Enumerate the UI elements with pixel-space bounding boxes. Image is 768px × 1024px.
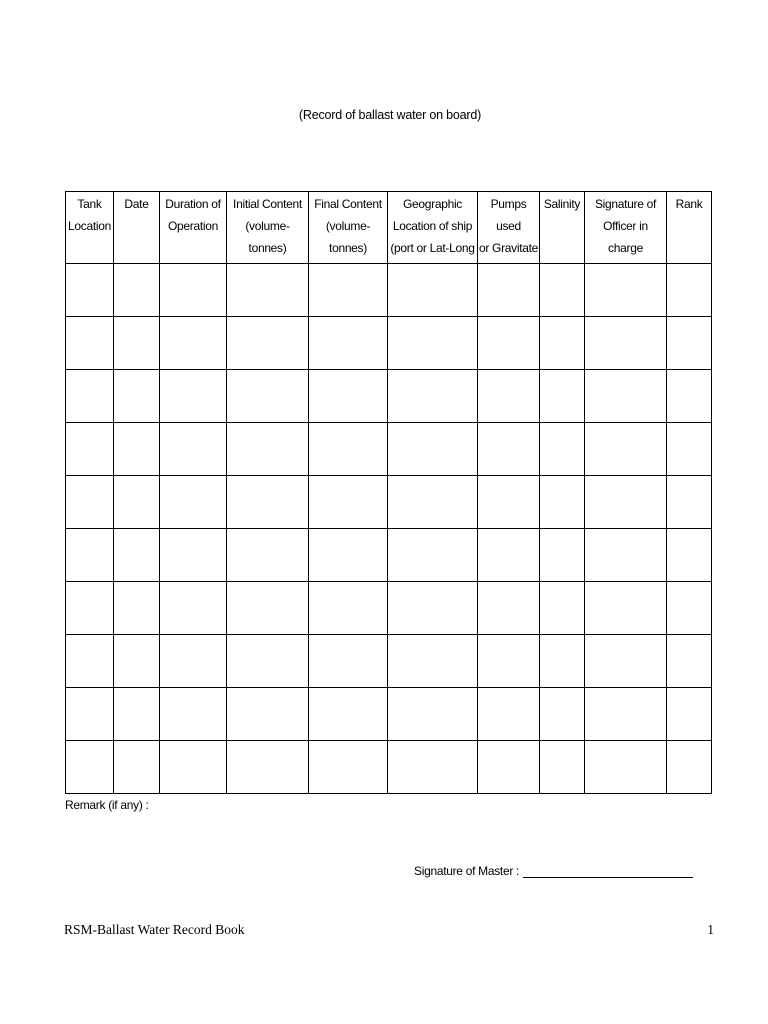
table-cell[interactable] bbox=[309, 476, 388, 529]
table-cell[interactable] bbox=[540, 741, 585, 794]
table-cell[interactable] bbox=[585, 423, 667, 476]
table-cell[interactable] bbox=[309, 264, 388, 317]
column-header-rank: Rank bbox=[667, 192, 712, 264]
table-cell[interactable] bbox=[160, 423, 227, 476]
table-cell[interactable] bbox=[540, 582, 585, 635]
column-header-duration: Duration of Operation bbox=[160, 192, 227, 264]
column-header-salinity: Salinity bbox=[540, 192, 585, 264]
footer-document-name: RSM-Ballast Water Record Book bbox=[64, 922, 245, 937]
table-cell[interactable] bbox=[309, 529, 388, 582]
table-cell[interactable] bbox=[160, 582, 227, 635]
table-cell[interactable] bbox=[388, 264, 478, 317]
table-cell[interactable] bbox=[585, 264, 667, 317]
table-cell[interactable] bbox=[227, 688, 309, 741]
table-cell[interactable] bbox=[540, 688, 585, 741]
table-row bbox=[66, 370, 712, 423]
table-cell[interactable] bbox=[585, 741, 667, 794]
table-cell[interactable] bbox=[478, 529, 540, 582]
table-cell[interactable] bbox=[478, 370, 540, 423]
column-header-officer-signature: Signature of Officer in charge bbox=[585, 192, 667, 264]
table-row bbox=[66, 423, 712, 476]
column-header-geographic-location: Geographic Location of ship (port or Lat-Long bbox=[388, 192, 478, 264]
table-row bbox=[66, 264, 712, 317]
ballast-record-table bbox=[65, 191, 712, 794]
master-signature-label: Signature of Master : bbox=[414, 864, 520, 878]
table-cell[interactable] bbox=[667, 423, 712, 476]
table-cell[interactable] bbox=[66, 317, 114, 370]
table-cell[interactable] bbox=[227, 529, 309, 582]
table-cell[interactable] bbox=[227, 317, 309, 370]
table-cell[interactable] bbox=[667, 741, 712, 794]
table-cell[interactable] bbox=[114, 688, 160, 741]
table-cell[interactable] bbox=[667, 688, 712, 741]
table-cell[interactable] bbox=[66, 476, 114, 529]
table-cell[interactable] bbox=[667, 529, 712, 582]
table-cell[interactable] bbox=[114, 370, 160, 423]
column-header-tank-location: Tank Location bbox=[66, 192, 114, 264]
table-cell[interactable] bbox=[478, 317, 540, 370]
table-cell[interactable] bbox=[540, 476, 585, 529]
table-row bbox=[66, 635, 712, 688]
table-cell[interactable] bbox=[667, 476, 712, 529]
table-cell[interactable] bbox=[667, 635, 712, 688]
page-title: (Record of ballast water on board) bbox=[298, 108, 482, 122]
table-cell[interactable] bbox=[66, 264, 114, 317]
table-cell[interactable] bbox=[160, 741, 227, 794]
table-cell[interactable] bbox=[388, 370, 478, 423]
column-header-pumps: Pumps used or Gravitate bbox=[478, 192, 540, 264]
table-row bbox=[66, 582, 712, 635]
table-cell[interactable] bbox=[667, 582, 712, 635]
table-cell[interactable] bbox=[540, 317, 585, 370]
table-cell[interactable] bbox=[309, 741, 388, 794]
master-signature-block bbox=[414, 864, 693, 878]
table-cell[interactable] bbox=[66, 741, 114, 794]
table-cell[interactable] bbox=[66, 529, 114, 582]
table-cell[interactable] bbox=[227, 264, 309, 317]
table-cell[interactable] bbox=[309, 688, 388, 741]
table-cell[interactable] bbox=[388, 635, 478, 688]
table-cell[interactable] bbox=[478, 423, 540, 476]
table-cell[interactable] bbox=[160, 635, 227, 688]
table-cell[interactable] bbox=[309, 423, 388, 476]
column-header-date: Date bbox=[114, 192, 160, 264]
table-body bbox=[66, 264, 712, 794]
table-cell[interactable] bbox=[114, 423, 160, 476]
table-cell[interactable] bbox=[227, 423, 309, 476]
table-cell[interactable] bbox=[227, 476, 309, 529]
table-cell[interactable] bbox=[667, 264, 712, 317]
table-cell[interactable] bbox=[160, 688, 227, 741]
table-cell[interactable] bbox=[540, 264, 585, 317]
table-cell[interactable] bbox=[227, 635, 309, 688]
table-cell[interactable] bbox=[585, 317, 667, 370]
column-header-final-content: Final Content (volume-tonnes) bbox=[309, 192, 388, 264]
table-cell[interactable] bbox=[478, 688, 540, 741]
table-cell[interactable] bbox=[478, 264, 540, 317]
table-cell[interactable] bbox=[388, 476, 478, 529]
table-row bbox=[66, 529, 712, 582]
table-cell[interactable] bbox=[585, 635, 667, 688]
table-row bbox=[66, 741, 712, 794]
table-row bbox=[66, 317, 712, 370]
table-row bbox=[66, 688, 712, 741]
table-cell[interactable] bbox=[585, 688, 667, 741]
table-cell[interactable] bbox=[160, 476, 227, 529]
table-cell[interactable] bbox=[309, 635, 388, 688]
table-cell[interactable] bbox=[388, 423, 478, 476]
table-cell[interactable] bbox=[114, 476, 160, 529]
table-cell[interactable] bbox=[66, 582, 114, 635]
table-cell[interactable] bbox=[388, 529, 478, 582]
footer-page-number: 1 bbox=[707, 922, 714, 937]
column-header-initial-content: Initial Content (volume-tonnes) bbox=[227, 192, 309, 264]
master-signature-line[interactable] bbox=[523, 865, 693, 878]
table-cell[interactable] bbox=[66, 688, 114, 741]
table-cell[interactable] bbox=[227, 741, 309, 794]
table-cell[interactable] bbox=[388, 741, 478, 794]
table-cell[interactable] bbox=[66, 635, 114, 688]
table-cell[interactable] bbox=[227, 582, 309, 635]
table-cell[interactable] bbox=[114, 582, 160, 635]
table-cell[interactable] bbox=[309, 582, 388, 635]
table-cell[interactable] bbox=[585, 529, 667, 582]
remark-label: Remark (if any) : bbox=[65, 798, 149, 812]
table-cell[interactable] bbox=[114, 741, 160, 794]
table-cell[interactable] bbox=[388, 688, 478, 741]
table-cell[interactable] bbox=[540, 423, 585, 476]
table-cell[interactable] bbox=[227, 370, 309, 423]
table-cell[interactable] bbox=[160, 370, 227, 423]
table-cell[interactable] bbox=[667, 370, 712, 423]
table-cell[interactable] bbox=[540, 529, 585, 582]
table-cell[interactable] bbox=[540, 370, 585, 423]
table-cell[interactable] bbox=[160, 529, 227, 582]
table-cell[interactable] bbox=[160, 317, 227, 370]
table-cell[interactable] bbox=[309, 317, 388, 370]
table-cell[interactable] bbox=[114, 529, 160, 582]
table-cell[interactable] bbox=[66, 370, 114, 423]
table-cell[interactable] bbox=[585, 476, 667, 529]
table-cell[interactable] bbox=[667, 317, 712, 370]
table-cell[interactable] bbox=[478, 582, 540, 635]
table-row bbox=[66, 476, 712, 529]
table-cell[interactable] bbox=[388, 582, 478, 635]
table-cell[interactable] bbox=[66, 423, 114, 476]
table-cell[interactable] bbox=[540, 635, 585, 688]
table-cell[interactable] bbox=[114, 635, 160, 688]
table-header-row bbox=[66, 192, 712, 264]
table-cell[interactable] bbox=[478, 741, 540, 794]
table-cell[interactable] bbox=[585, 370, 667, 423]
table-cell[interactable] bbox=[309, 370, 388, 423]
table-cell[interactable] bbox=[388, 317, 478, 370]
table-cell[interactable] bbox=[114, 317, 160, 370]
table-cell[interactable] bbox=[114, 264, 160, 317]
table-cell[interactable] bbox=[585, 582, 667, 635]
table-cell[interactable] bbox=[478, 476, 540, 529]
table-cell[interactable] bbox=[478, 635, 540, 688]
table-cell[interactable] bbox=[160, 264, 227, 317]
